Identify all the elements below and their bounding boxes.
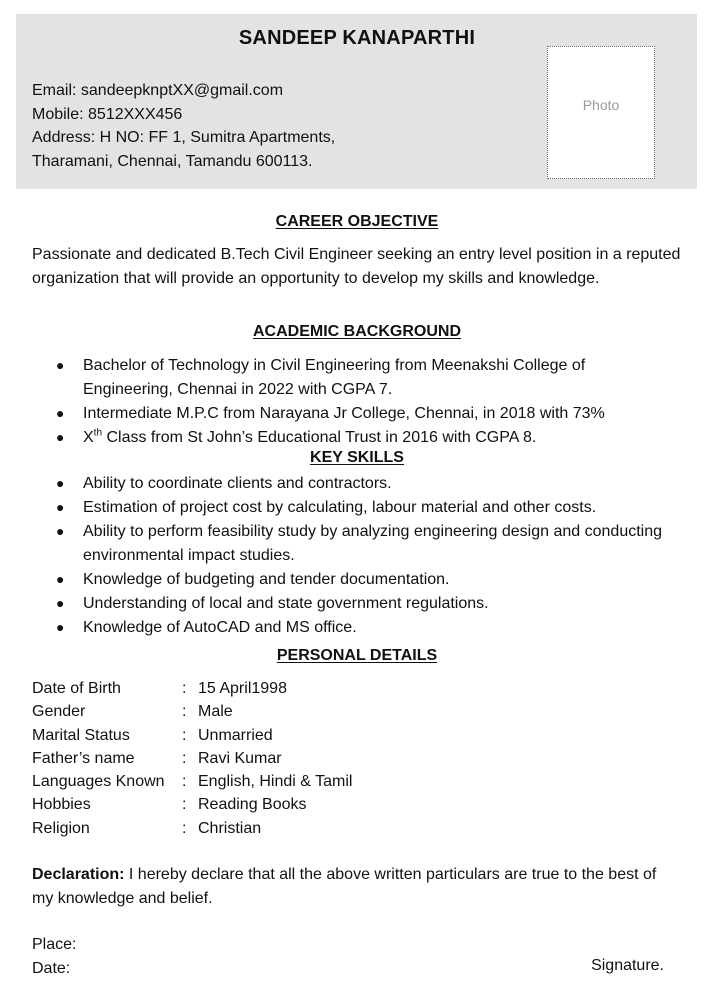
email-line: Email: sandeepknptXX@gmail.com: [32, 82, 284, 99]
academic-item-text-post: Class from St John’s Educational Trust in 2016 with CGPA 8.: [102, 428, 537, 446]
bullet-icon: ●: [56, 618, 65, 635]
detail-separator: :: [182, 749, 187, 767]
table-row: [32, 793, 352, 816]
table-row: [32, 817, 352, 840]
table-row: [32, 724, 352, 747]
personal-details-table: [32, 677, 352, 840]
address-line-2: Tharamani, Chennai, Tamandu 600113.: [32, 152, 313, 170]
bullet-icon: ●: [56, 475, 65, 491]
bullet-icon: ●: [56, 499, 65, 515]
candidate-name: SANDEEP KANAPARTHI: [238, 27, 476, 49]
detail-label: Hobbies: [32, 796, 91, 814]
detail-separator: :: [182, 796, 187, 814]
list-item: [32, 472, 662, 496]
bullet-icon: ●: [56, 523, 65, 539]
detail-label: Father’s name: [32, 749, 135, 767]
detail-label: Religion: [32, 819, 90, 837]
academic-item-text: Intermediate M.P.C from Narayana Jr College, Chennai, in 2018 with 73%: [83, 404, 605, 422]
skill-item-text: Estimation of project cost by calculating, labour material and other costs.: [83, 499, 597, 516]
detail-value: Unmarried: [198, 726, 273, 744]
personal-details-heading: PERSONAL DETAILS: [276, 647, 438, 664]
bullet-icon: ●: [56, 594, 65, 611]
detail-label: Gender: [32, 703, 86, 721]
detail-separator: :: [182, 703, 187, 721]
list-item: [32, 616, 662, 640]
address-line-1: Address: H NO: FF 1, Sumitra Apartments,: [32, 129, 336, 146]
photo-placeholder: [547, 46, 655, 179]
academic-list: [32, 354, 662, 450]
detail-label: Marital Status: [32, 726, 130, 744]
bullet-icon: ●: [56, 570, 65, 587]
table-row: [32, 747, 352, 770]
detail-value: Male: [198, 703, 233, 721]
list-item: [32, 520, 662, 567]
declaration-paragraph: [32, 863, 682, 910]
declaration-label: Declaration:: [32, 866, 125, 883]
table-row: [32, 770, 352, 793]
list-item: [32, 568, 662, 592]
list-item: [32, 354, 662, 401]
photo-label: Photo: [582, 97, 620, 113]
mobile-line: Mobile: 8512XXX456: [32, 105, 183, 123]
detail-separator: :: [182, 726, 187, 744]
list-item: [32, 402, 662, 426]
declaration-text: I hereby declare that all the above written particulars are true to the best of my knowledge and belief.: [32, 866, 657, 907]
bullet-icon: ●: [56, 428, 65, 445]
bullet-icon: ●: [56, 357, 65, 373]
skill-item-text: Ability to coordinate clients and contractors.: [83, 475, 392, 492]
bullet-icon: ●: [56, 404, 65, 421]
list-item: [32, 426, 662, 450]
place-line: Place:: [32, 936, 77, 953]
skill-item-text: Knowledge of budgeting and tender documentation.: [83, 570, 450, 588]
detail-label: Languages Known: [32, 773, 165, 791]
detail-value: Reading Books: [198, 796, 307, 814]
academic-background-heading: ACADEMIC BACKGROUND: [253, 323, 461, 340]
career-objective-heading: CAREER OBJECTIVE: [275, 213, 439, 230]
detail-separator: :: [182, 773, 187, 791]
academic-item-text: Bachelor of Technology in Civil Engineering from Meenakshi College of Engineering, Chennai in 2022 with CGPA 7.: [83, 357, 586, 398]
signature-line: Signature.: [591, 957, 664, 974]
skill-item-text: Ability to perform feasibility study by analyzing engineering design and conducting environmental impact studies.: [83, 523, 663, 564]
detail-separator: :: [182, 680, 187, 697]
detail-label: Date of Birth: [32, 680, 121, 697]
detail-value: Ravi Kumar: [198, 749, 282, 767]
list-item: [32, 592, 662, 616]
key-skills-heading: KEY SKILLS: [310, 449, 404, 466]
academic-item-text-pre: X: [83, 428, 94, 446]
career-objective-text: Passionate and dedicated B.Tech Civil Engineer seeking an entry level position in a reputed organization that will provide an opportunity to develop my skills and knowledge.: [32, 246, 681, 287]
skill-item-text: Knowledge of AutoCAD and MS office.: [83, 618, 357, 636]
skill-item-text: Understanding of local and state government regulations.: [83, 594, 489, 612]
academic-item-sup: th: [93, 427, 103, 439]
date-line: Date:: [32, 960, 71, 977]
list-item: [32, 496, 662, 520]
detail-value: English, Hindi & Tamil: [198, 773, 353, 791]
table-row: [32, 700, 352, 723]
detail-value: Christian: [198, 819, 262, 837]
detail-separator: :: [182, 819, 187, 837]
contact-block: [32, 79, 335, 173]
detail-value: 15 April1998: [198, 680, 287, 697]
skills-list: [32, 472, 662, 640]
table-row: [32, 677, 352, 700]
